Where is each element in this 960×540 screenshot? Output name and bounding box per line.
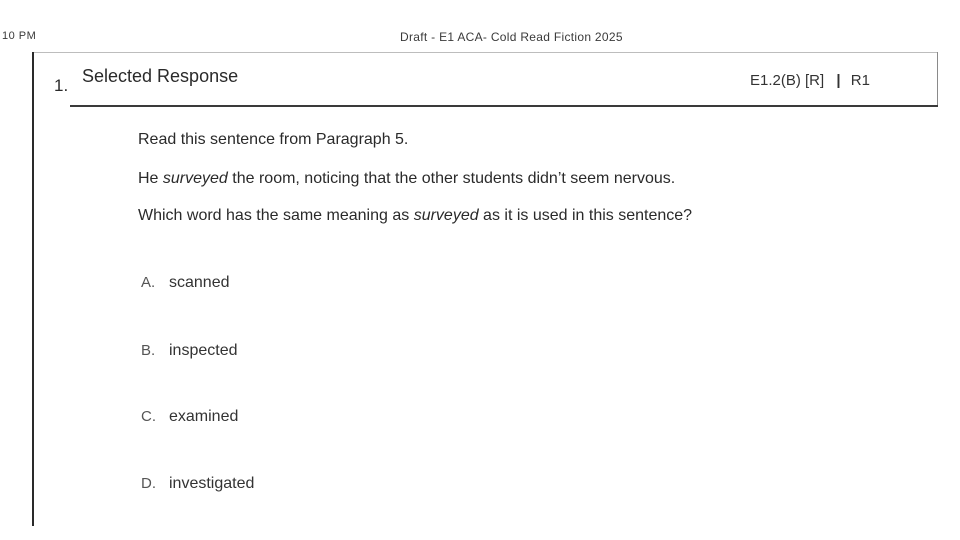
item-frame-right-border	[937, 52, 938, 106]
stem-instruction: Read this sentence from Paragraph 5.	[138, 131, 409, 148]
choice-text: scanned	[169, 274, 230, 291]
quote-before-text: He	[138, 170, 163, 187]
choice-letter: D.	[141, 475, 156, 492]
choice-text: examined	[169, 408, 239, 425]
print-document-title: Draft - E1 ACA- Cold Read Fiction 2025	[400, 30, 623, 44]
item-header-rule	[70, 105, 938, 107]
question-after-text: as it is used in this sentence?	[478, 207, 693, 224]
choice-letter: B.	[141, 342, 156, 359]
page-top-rule	[33, 52, 938, 53]
choice-text: inspected	[169, 342, 238, 359]
choice-letter: C.	[141, 408, 156, 425]
choice-letter: A.	[141, 274, 156, 291]
answer-choice-a[interactable]	[141, 274, 230, 292]
answer-choice-d[interactable]	[141, 475, 254, 493]
standards-alignment	[750, 72, 870, 89]
standard-code: E1.2(B) [R]	[750, 72, 825, 89]
choice-text: investigated	[169, 475, 255, 492]
answer-choice-c[interactable]	[141, 408, 238, 426]
question-before-text: Which word has the same meaning as	[138, 207, 414, 224]
stem-question	[138, 207, 692, 225]
reporting-category: R1	[850, 72, 870, 89]
item-type-heading: Selected Response	[82, 66, 239, 86]
quote-target-word: surveyed	[162, 170, 228, 187]
item-frame-left-border	[32, 52, 34, 526]
print-header	[0, 0, 960, 46]
item-number: 1.	[54, 76, 69, 95]
standards-separator: |	[836, 72, 841, 89]
quote-after-text: the room, noticing that the other students didn’t seem nervous.	[227, 170, 676, 187]
print-time: 10 PM	[2, 30, 37, 42]
stem-quoted-sentence	[138, 170, 675, 188]
question-target-word: surveyed	[413, 207, 479, 224]
answer-choice-b[interactable]	[141, 342, 238, 360]
